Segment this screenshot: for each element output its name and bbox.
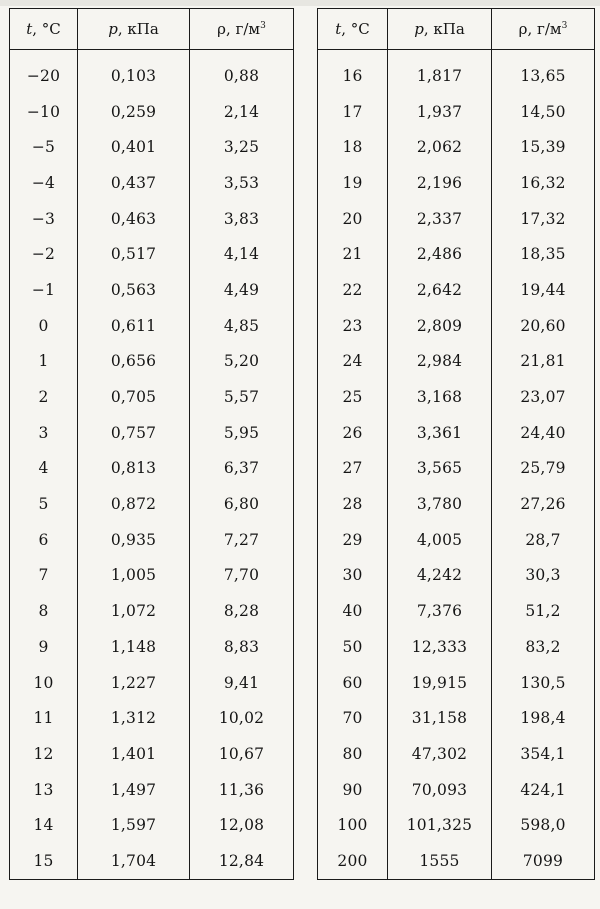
table-row — [10, 558, 294, 594]
cell-temperature: 27 — [318, 451, 388, 487]
cell-density: 13,65 — [492, 50, 595, 94]
cell-temperature: 7 — [10, 558, 78, 594]
table-row — [318, 807, 595, 843]
cell-density: 23,07 — [492, 379, 595, 415]
table-row — [10, 272, 294, 308]
cell-pressure: 4,005 — [388, 522, 492, 558]
table-row — [318, 308, 595, 344]
cell-density: 16,32 — [492, 165, 595, 201]
vapor-table-left — [9, 8, 294, 880]
cell-density: 11,36 — [190, 772, 294, 808]
cell-density: 6,37 — [190, 451, 294, 487]
cell-temperature: 8 — [10, 593, 78, 629]
cell-pressure: 0,463 — [78, 201, 190, 237]
cell-density: 18,35 — [492, 236, 595, 272]
cell-temperature: 26 — [318, 415, 388, 451]
table-row — [10, 344, 294, 380]
cell-pressure: 0,611 — [78, 308, 190, 344]
cell-pressure: 1,401 — [78, 736, 190, 772]
cell-density: 6,80 — [190, 486, 294, 522]
table-row — [318, 272, 595, 308]
cell-temperature: 13 — [10, 772, 78, 808]
cell-pressure: 47,302 — [388, 736, 492, 772]
cell-density: 30,3 — [492, 558, 595, 594]
table-row — [10, 629, 294, 665]
cell-density: 25,79 — [492, 451, 595, 487]
cell-density: 4,14 — [190, 236, 294, 272]
table-row — [10, 236, 294, 272]
cell-pressure: 101,325 — [388, 807, 492, 843]
table-row — [10, 415, 294, 451]
cell-density: 354,1 — [492, 736, 595, 772]
table-row — [10, 201, 294, 237]
cell-pressure: 0,401 — [78, 129, 190, 165]
cell-temperature: 100 — [318, 807, 388, 843]
cell-pressure: 19,915 — [388, 665, 492, 701]
cell-pressure: 4,242 — [388, 558, 492, 594]
table-row — [318, 665, 595, 701]
cell-temperature: 3 — [10, 415, 78, 451]
cell-density: 5,95 — [190, 415, 294, 451]
cell-temperature: −1 — [10, 272, 78, 308]
cell-pressure: 1,005 — [78, 558, 190, 594]
header-density: ρ, $г/м^3$ — [190, 9, 294, 50]
cell-pressure: 3,565 — [388, 451, 492, 487]
table-row — [10, 379, 294, 415]
cell-pressure: 1,227 — [78, 665, 190, 701]
cell-density: 5,20 — [190, 344, 294, 380]
cell-temperature: 0 — [10, 308, 78, 344]
cell-pressure: 1,072 — [78, 593, 190, 629]
cell-pressure: 7,376 — [388, 593, 492, 629]
cell-pressure: 31,158 — [388, 700, 492, 736]
table-row — [318, 344, 595, 380]
cell-density: 3,53 — [190, 165, 294, 201]
cell-density: 598,0 — [492, 807, 595, 843]
cell-pressure: 0,517 — [78, 236, 190, 272]
cell-pressure: 0,103 — [78, 50, 190, 94]
cell-temperature: 40 — [318, 593, 388, 629]
cell-temperature: 14 — [10, 807, 78, 843]
table-row — [318, 94, 595, 130]
cell-density: 3,25 — [190, 129, 294, 165]
table-body-right — [318, 50, 595, 880]
cell-density: 7,27 — [190, 522, 294, 558]
cell-temperature: 25 — [318, 379, 388, 415]
cell-density: 10,67 — [190, 736, 294, 772]
cell-pressure: 1,148 — [78, 629, 190, 665]
table-row — [318, 379, 595, 415]
cell-temperature: 90 — [318, 772, 388, 808]
cell-temperature: 30 — [318, 558, 388, 594]
table-row — [318, 843, 595, 879]
cell-temperature: 1 — [10, 344, 78, 380]
cell-temperature: 29 — [318, 522, 388, 558]
cell-density: 51,2 — [492, 593, 595, 629]
table-row — [318, 522, 595, 558]
cell-temperature: −20 — [10, 50, 78, 94]
cell-temperature: 2 — [10, 379, 78, 415]
cell-pressure: 0,872 — [78, 486, 190, 522]
cell-density: 83,2 — [492, 629, 595, 665]
cell-temperature: 17 — [318, 94, 388, 130]
cell-density: 4,49 — [190, 272, 294, 308]
cell-pressure: 1,817 — [388, 50, 492, 94]
cell-pressure: 2,809 — [388, 308, 492, 344]
cell-pressure: 0,813 — [78, 451, 190, 487]
cell-density: 10,02 — [190, 700, 294, 736]
cell-temperature: 21 — [318, 236, 388, 272]
cell-temperature: 24 — [318, 344, 388, 380]
cell-temperature: 28 — [318, 486, 388, 522]
table-row — [318, 629, 595, 665]
cell-density: 28,7 — [492, 522, 595, 558]
table-row — [318, 700, 595, 736]
table-row — [318, 486, 595, 522]
cell-temperature: 70 — [318, 700, 388, 736]
table-row — [10, 843, 294, 879]
cell-density: 2,14 — [190, 94, 294, 130]
table-row — [10, 593, 294, 629]
table-row — [318, 236, 595, 272]
cell-pressure: 2,984 — [388, 344, 492, 380]
table-row — [318, 129, 595, 165]
cell-pressure: 0,705 — [78, 379, 190, 415]
table-row — [10, 129, 294, 165]
table-row — [10, 94, 294, 130]
cell-density: 17,32 — [492, 201, 595, 237]
header-temperature: t, °C — [10, 9, 78, 50]
cell-temperature: 5 — [10, 486, 78, 522]
table-row — [318, 451, 595, 487]
cell-temperature: 60 — [318, 665, 388, 701]
cell-pressure: 1,704 — [78, 843, 190, 879]
cell-temperature: −2 — [10, 236, 78, 272]
cell-temperature: 12 — [10, 736, 78, 772]
cell-temperature: 10 — [10, 665, 78, 701]
cell-temperature: 16 — [318, 50, 388, 94]
table-row — [318, 415, 595, 451]
cell-temperature: 19 — [318, 165, 388, 201]
cell-pressure: 70,093 — [388, 772, 492, 808]
table-row — [10, 772, 294, 808]
cell-density: 424,1 — [492, 772, 595, 808]
cell-density: 15,39 — [492, 129, 595, 165]
header-pressure: p, кПа — [78, 9, 190, 50]
cell-temperature: −4 — [10, 165, 78, 201]
cell-density: 19,44 — [492, 272, 595, 308]
table-row — [10, 165, 294, 201]
table-row — [10, 308, 294, 344]
cell-temperature: 9 — [10, 629, 78, 665]
cell-temperature: 80 — [318, 736, 388, 772]
table-row — [10, 736, 294, 772]
table-row — [10, 50, 294, 94]
table-row — [318, 593, 595, 629]
cell-pressure: 2,196 — [388, 165, 492, 201]
cell-density: 7099 — [492, 843, 595, 879]
cell-pressure: 3,168 — [388, 379, 492, 415]
header-row — [10, 9, 294, 50]
header-pressure: p, кПа — [388, 9, 492, 50]
cell-density: 12,84 — [190, 843, 294, 879]
cell-pressure: 3,780 — [388, 486, 492, 522]
cell-temperature: 20 — [318, 201, 388, 237]
table-row — [10, 486, 294, 522]
cell-density: 130,5 — [492, 665, 595, 701]
cell-temperature: 200 — [318, 843, 388, 879]
table-row — [318, 201, 595, 237]
cell-pressure: 1555 — [388, 843, 492, 879]
cell-temperature: 50 — [318, 629, 388, 665]
table-row — [318, 772, 595, 808]
cell-pressure: 12,333 — [388, 629, 492, 665]
cell-pressure: 0,757 — [78, 415, 190, 451]
cell-temperature: 15 — [10, 843, 78, 879]
cell-density: 0,88 — [190, 50, 294, 94]
cell-temperature: −5 — [10, 129, 78, 165]
cell-pressure: 2,642 — [388, 272, 492, 308]
cropped-caption-strip — [0, 0, 600, 6]
table-row — [10, 665, 294, 701]
header-temperature: t, °C — [318, 9, 388, 50]
cell-pressure: 0,259 — [78, 94, 190, 130]
cell-pressure: 0,935 — [78, 522, 190, 558]
cell-temperature: 11 — [10, 700, 78, 736]
table-row — [318, 736, 595, 772]
cell-density: 20,60 — [492, 308, 595, 344]
cell-density: 4,85 — [190, 308, 294, 344]
cell-temperature: 6 — [10, 522, 78, 558]
cell-pressure: 0,563 — [78, 272, 190, 308]
cell-pressure: 2,062 — [388, 129, 492, 165]
vapor-table-right — [317, 8, 595, 880]
table-body-left — [10, 50, 294, 880]
header-row — [318, 9, 595, 50]
cell-density: 8,83 — [190, 629, 294, 665]
cell-pressure: 0,656 — [78, 344, 190, 380]
cell-pressure: 0,437 — [78, 165, 190, 201]
cell-density: 3,83 — [190, 201, 294, 237]
cell-pressure: 1,597 — [78, 807, 190, 843]
cell-temperature: −3 — [10, 201, 78, 237]
cell-density: 9,41 — [190, 665, 294, 701]
cell-pressure: 2,486 — [388, 236, 492, 272]
cell-temperature: 22 — [318, 272, 388, 308]
cell-pressure: 1,937 — [388, 94, 492, 130]
cell-density: 21,81 — [492, 344, 595, 380]
table-row — [10, 451, 294, 487]
table-row — [318, 165, 595, 201]
cell-density: 14,50 — [492, 94, 595, 130]
table-row — [318, 50, 595, 94]
table-row — [318, 558, 595, 594]
cell-density: 8,28 — [190, 593, 294, 629]
cell-density: 27,26 — [492, 486, 595, 522]
cell-temperature: 23 — [318, 308, 388, 344]
table-row — [10, 700, 294, 736]
header-density: ρ, $г/м^3$ — [492, 9, 595, 50]
cell-density: 198,4 — [492, 700, 595, 736]
cell-pressure: 3,361 — [388, 415, 492, 451]
table-row — [10, 807, 294, 843]
cell-pressure: 1,312 — [78, 700, 190, 736]
cell-temperature: 18 — [318, 129, 388, 165]
cell-density: 24,40 — [492, 415, 595, 451]
cell-temperature: 4 — [10, 451, 78, 487]
table-row — [10, 522, 294, 558]
cell-pressure: 1,497 — [78, 772, 190, 808]
cell-pressure: 2,337 — [388, 201, 492, 237]
cell-density: 12,08 — [190, 807, 294, 843]
cell-temperature: −10 — [10, 94, 78, 130]
cell-density: 5,57 — [190, 379, 294, 415]
cell-density: 7,70 — [190, 558, 294, 594]
